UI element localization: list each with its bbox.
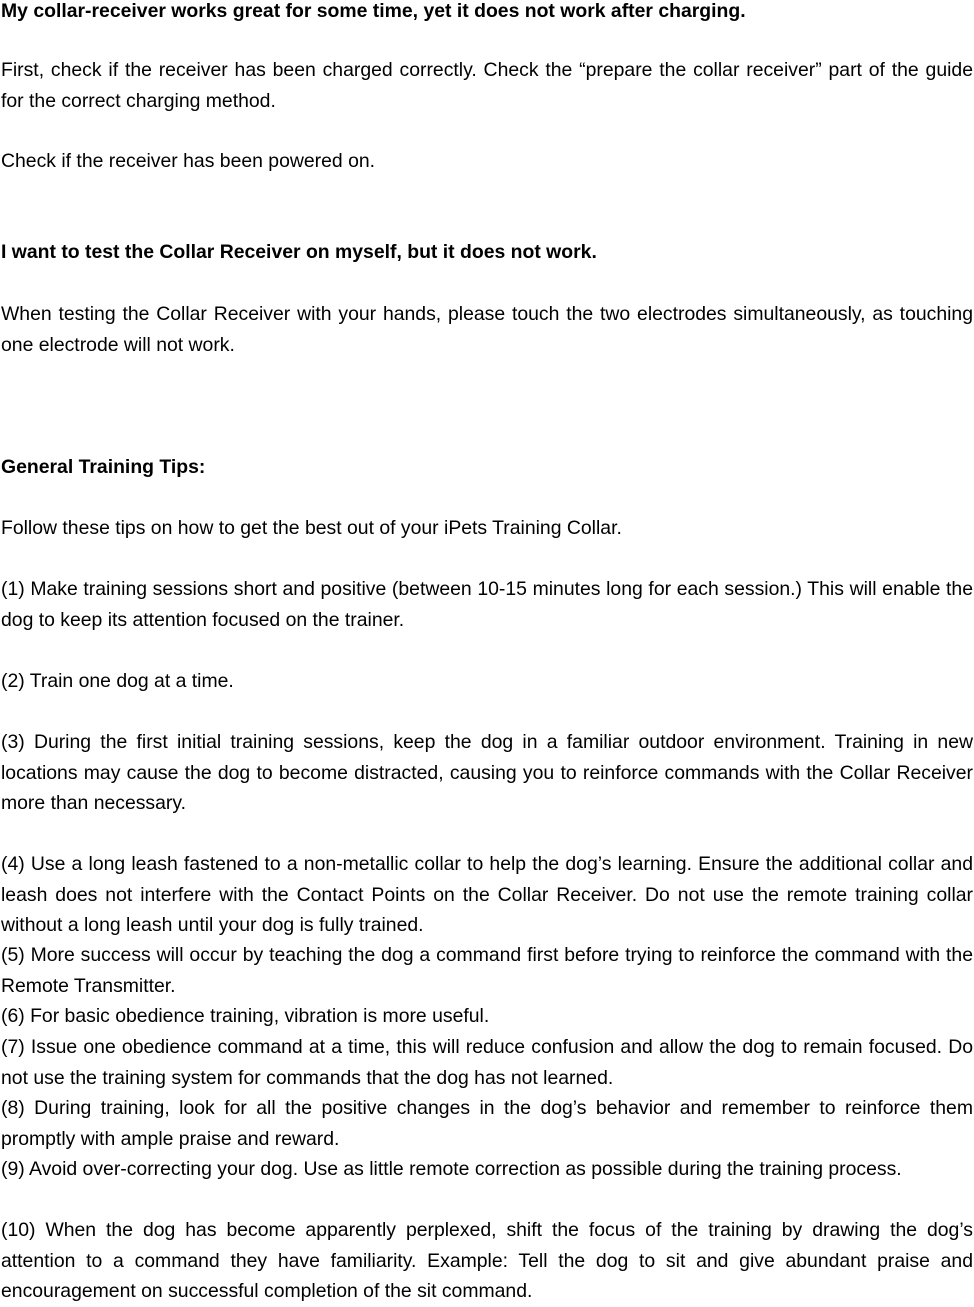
faq-answer-powered-on: Check if the receiver has been powered on. <box>1 150 376 172</box>
training-tip: (9) Avoid over-correcting your dog. Use as little remote correction as possible during the training process. <box>1 1158 902 1180</box>
training-tip: (7) Issue one obedience command at a time, this will reduce confusion and allow the dog to remain focused. Do not use the training system for commands that the dog has not learned. <box>1 1036 973 1089</box>
training-tip: (2) Train one dog at a time. <box>1 670 234 692</box>
training-tip: (5) More success will occur by teaching the dog a command first before trying to reinforce the command with the Remote Transmitter. <box>1 944 973 997</box>
training-tip: (8) During training, look for all the positive changes in the dog’s behavior and remember to reinforce them promptly with ample praise and reward. <box>1 1097 973 1150</box>
training-tip: (3) During the first initial training sessions, keep the dog in a familiar outdoor environment. Training in new locations may cause the dog to become distracted, causing you to reinforce commands with the Collar Receiver more than necessary. <box>1 731 973 814</box>
training-heading: General Training Tips: <box>1 456 206 478</box>
training-intro: Follow these tips on how to get the best out of your iPets Training Collar. <box>1 517 622 539</box>
training-tip: (10) When the dog has become apparently perplexed, shift the focus of the training by drawing the dog’s attention to a command they have familiarity. Example: Tell the dog to sit and give abundant praise and encouragement on successful completion of the sit command. <box>1 1219 973 1302</box>
faq-question-self-test: I want to test the Collar Receiver on myself, but it does not work. <box>1 241 597 263</box>
training-tip: (4) Use a long leash fastened to a non-metallic collar to help the dog’s learning. Ensure the additional collar and leash does not interfere with the Contact Points on the Collar Receiver. Do not use the remote training collar without a long leash until your dog is fully trained. <box>1 853 973 936</box>
training-tip: (6) For basic obedience training, vibration is more useful. <box>1 1005 490 1027</box>
training-tip: (1) Make training sessions short and positive (between 10-15 minutes long for each session.) This will enable the dog to keep its attention focused on the trainer. <box>1 578 973 631</box>
faq-question-charging: My collar-receiver works great for some time, yet it does not work after charging. <box>1 0 746 22</box>
faq-answer-charging-check: First, check if the receiver has been charged correctly. Check the “prepare the collar receiver” part of the guide for the correct charging method. <box>1 59 973 112</box>
faq-answer-electrodes: When testing the Collar Receiver with your hands, please touch the two electrodes simultaneously, as touching one electrode will not work. <box>1 303 973 356</box>
